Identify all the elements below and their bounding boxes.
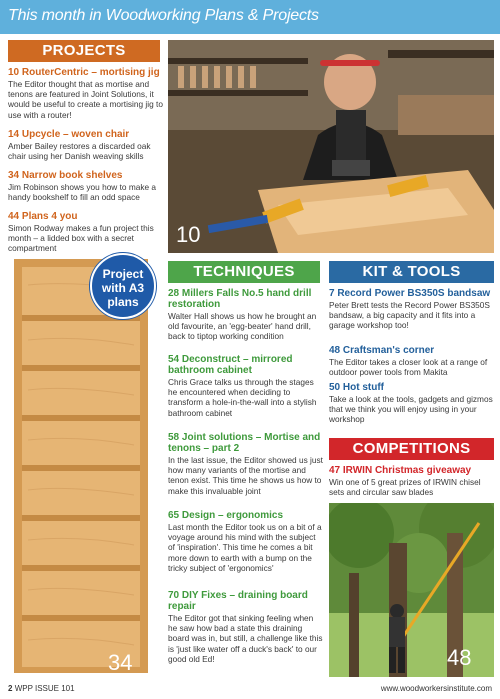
article-irwin-giveaway[interactable] xyxy=(329,465,494,497)
competitions-heading: COMPETITIONS xyxy=(329,438,494,460)
article-title: 48 Craftsman's corner xyxy=(329,345,435,356)
article-title: 10 RouterCentric – mortising jig xyxy=(8,67,160,78)
article-router-jig[interactable] xyxy=(8,67,164,120)
article-title: 54 Deconstruct – mirrored bathroom cabinet xyxy=(168,354,293,376)
article-body: Peter Brett tests the Record Power BS350S bandsaw, a big capacity and it fits into a garage workshop too! xyxy=(329,300,490,331)
article-body: The Editor thought that as mortise and tenons are featured in Joint Solutions, it would be useful to create a mortising jig to use with a router! xyxy=(8,79,163,120)
article-title: 58 Joint solutions – Mortise and tenons – part 2 xyxy=(168,432,321,454)
article-title: 44 Plans 4 you xyxy=(8,211,78,222)
article-hot-stuff[interactable] xyxy=(329,382,494,425)
article-woven-chair[interactable] xyxy=(8,129,164,161)
article-craftsmans-corner[interactable] xyxy=(329,345,494,377)
projects-heading: PROJECTS xyxy=(8,40,160,62)
article-plans-4-you[interactable] xyxy=(8,211,164,254)
article-draining-board[interactable] xyxy=(168,590,323,664)
article-title: 70 DIY Fixes – draining board repair xyxy=(168,590,308,612)
page-number-shelf: 34 xyxy=(108,650,133,675)
article-title: 28 Millers Falls No.5 hand drill restoration xyxy=(168,288,312,310)
page-title: This month in Woodworking Plans & Projects xyxy=(8,7,319,24)
article-body: Amber Bailey restores a discarded oak chair using her Danish weaving skills xyxy=(8,141,151,162)
techniques-heading: TECHNIQUES xyxy=(168,261,320,283)
article-hand-drill[interactable] xyxy=(168,288,323,342)
article-body: Take a look at the tools, gadgets and gizmos that we think you will enjoy using in your workshop xyxy=(329,394,493,425)
footer-url[interactable]: www.woodworkersinstitute.com xyxy=(380,684,492,693)
article-body: In the last issue, the Editor showed us just how many variants of the mortise and tenon exist. This time he shows us how to make this invaluable joint xyxy=(168,455,323,496)
article-book-shelves[interactable] xyxy=(8,170,164,202)
article-body: Last month the Editor took us on a bit of a voyage around his mind with the subject of 'inspiration'. This time he comes a bit more down to earth with a bump on the tricky subject of 'ergonomics' xyxy=(168,522,322,573)
article-bandsaw[interactable] xyxy=(329,288,494,331)
article-body: Walter Hall shows us how he brought an old favourite, an 'egg-beater' hand drill, back to tiptop working condition xyxy=(168,311,317,342)
article-title: 7 Record Power BS350S bandsaw xyxy=(329,288,491,299)
article-title: 34 Narrow book shelves xyxy=(8,170,123,181)
article-bathroom-cabinet[interactable] xyxy=(168,354,323,418)
tree-pruning-photo xyxy=(329,503,494,677)
article-body: Chris Grace talks us through the stages he encountered when deciding to transform a hole-in-the-wall into a stylish bathroom cabinet xyxy=(168,377,317,418)
router-jig-photo xyxy=(168,40,494,253)
article-joint-solutions[interactable] xyxy=(168,432,323,496)
article-body: Jim Robinson shows you how to make a handy bookshelf to fill an odd space xyxy=(8,182,157,203)
article-title: 14 Upcycle – woven chair xyxy=(8,129,130,140)
footer-issue-label: WPP ISSUE 101 xyxy=(14,684,75,693)
article-title: 50 Hot stuff xyxy=(329,382,384,393)
article-body: The Editor takes a closer look at a range of outdoor power tools from Makita xyxy=(329,357,488,378)
article-body: Simon Rodway makes a fun project this month – a lidded box with a secret compartment xyxy=(8,223,154,254)
article-title: 47 IRWIN Christmas giveaway xyxy=(329,465,472,476)
article-body: The Editor got that sinking feeling when he saw how bad a state this draining board was in, but still, a challenge like this is 'just like water off a duck's back' to our good old Ed! xyxy=(168,613,323,664)
article-title: 65 Design – ergonomics xyxy=(168,510,284,521)
footer-page-number: 2 xyxy=(8,684,13,693)
article-body: Win one of 5 great prizes of IRWIN chisel sets and circular saw blades xyxy=(329,477,481,498)
article-ergonomics[interactable] xyxy=(168,510,323,573)
bookshelf-photo xyxy=(8,255,163,680)
page-number-tree: 48 xyxy=(447,645,472,670)
project-plans-badge: Project with A3 plans xyxy=(90,253,156,319)
kit-tools-heading: KIT & TOOLS xyxy=(329,261,494,283)
page-number-router: 10 xyxy=(176,222,201,247)
footer-issue xyxy=(8,684,75,693)
